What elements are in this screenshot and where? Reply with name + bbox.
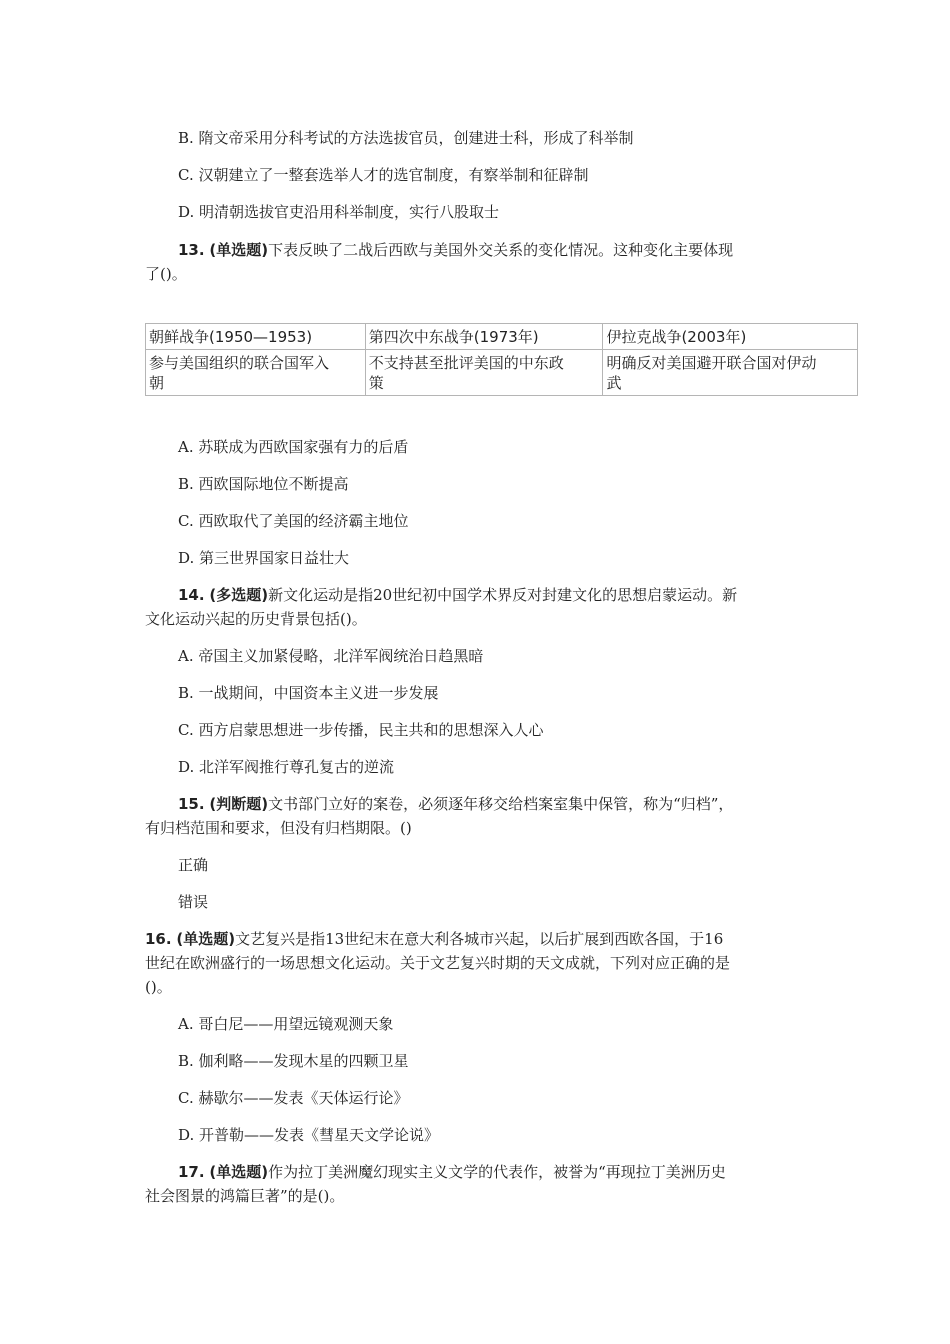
q17-stem-text: 作为拉丁美洲魔幻现实主义文学的代表作，被誉为“再现拉丁美洲历史 [268, 1163, 726, 1181]
table-cell [365, 350, 603, 396]
q17-type-tag: (单选题) [209, 1163, 269, 1181]
q15-number: 15. [178, 795, 205, 813]
q16-type-tag: (单选题) [176, 930, 236, 948]
table-header-cell: 伊拉克战争(2003年) [603, 324, 858, 350]
q13-stem-line1 [178, 240, 733, 260]
q16-option-b[interactable]: B. 伽利略——发现木星的四颗卫星 [178, 1052, 409, 1070]
q13-option-b[interactable]: B. 西欧国际地位不断提高 [178, 475, 349, 493]
q14-stem-line2: 文化运动兴起的历史背景包括()。 [145, 610, 367, 628]
q14-option-a[interactable]: A. 帝国主义加紧侵略，北洋军阀统治日趋黑暗 [178, 647, 484, 665]
q15-stem-line2: 有归档范围和要求，但没有归档期限。() [145, 819, 412, 837]
q13-option-a[interactable]: A. 苏联成为西欧国家强有力的后盾 [178, 438, 409, 456]
q15-option-false[interactable]: 错误 [178, 893, 209, 911]
q13-table [145, 323, 858, 396]
q13-stem-text: 下表反映了二战后西欧与美国外交关系的变化情况。这种变化主要体现 [268, 241, 734, 259]
q12-option-d[interactable]: D. 明清朝选拔官吏沿用科举制度，实行八股取士 [178, 203, 500, 221]
q16-stem-line2: 世纪在欧洲盛行的一场思想文化运动。关于文艺复兴时期的天文成就，下列对应正确的是 [145, 954, 731, 972]
table-cell-line: 参与美国组织的联合国军入 [149, 354, 330, 372]
q13-option-c[interactable]: C. 西欧取代了美国的经济霸主地位 [178, 512, 409, 530]
q14-type-tag: (多选题) [209, 586, 269, 604]
table-cell-line: 武 [606, 374, 622, 392]
q13-type-tag: (单选题) [209, 241, 269, 259]
q15-type-tag: (判断题) [209, 795, 269, 813]
q13-stem-line2: 了()。 [145, 265, 187, 283]
q16-stem-line1 [145, 929, 723, 949]
table-cell [146, 350, 366, 396]
q12-option-b[interactable]: B. 隋文帝采用分科考试的方法选拔官员，创建进士科，形成了科举制 [178, 129, 634, 147]
q12-option-c[interactable]: C. 汉朝建立了一整套选举人才的选官制度，有察举制和征辟制 [178, 166, 589, 184]
q17-stem-line2: 社会图景的鸿篇巨著”的是()。 [145, 1187, 345, 1205]
q14-option-d[interactable]: D. 北洋军阀推行尊孔复古的逆流 [178, 758, 395, 776]
table-header-row [146, 324, 858, 350]
q16-option-c[interactable]: C. 赫歇尔——发表《天体运行论》 [178, 1089, 409, 1107]
q16-number: 16. [145, 930, 172, 948]
q16-option-d[interactable]: D. 开普勒——发表《彗星天文学论说》 [178, 1126, 440, 1144]
q14-stem-line1 [178, 585, 737, 605]
table-cell-line: 策 [368, 374, 384, 392]
table-cell [603, 350, 858, 396]
table-row [146, 350, 858, 396]
q14-option-c[interactable]: C. 西方启蒙思想进一步传播，民主共和的思想深入人心 [178, 721, 544, 739]
q15-stem-line1 [178, 794, 733, 814]
q16-stem-line3: ()。 [145, 978, 172, 996]
table-cell-line: 明确反对美国避开联合国对伊动 [606, 354, 817, 372]
q14-option-b[interactable]: B. 一战期间，中国资本主义进一步发展 [178, 684, 439, 702]
table-cell-line: 朝 [149, 374, 165, 392]
q15-option-true[interactable]: 正确 [178, 856, 209, 874]
q17-number: 17. [178, 1163, 205, 1181]
q13-number: 13. [178, 241, 205, 259]
q14-stem-text: 新文化运动是指20世纪初中国学术界反对封建文化的思想启蒙运动。新 [268, 586, 738, 604]
q16-option-a[interactable]: A. 哥白尼——用望远镜观测天象 [178, 1015, 394, 1033]
q15-stem-text: 文书部门立好的案卷，必须逐年移交给档案室集中保管，称为“归档”， [268, 795, 734, 813]
table-cell-line: 不支持甚至批评美国的中东政 [368, 354, 564, 372]
table-header-cell: 朝鲜战争(1950—1953) [146, 324, 366, 350]
q16-stem-text: 文艺复兴是指13世纪末在意大利各城市兴起，以后扩展到西欧各国，于16 [235, 930, 724, 948]
table-header-cell: 第四次中东战争(1973年) [365, 324, 603, 350]
q14-number: 14. [178, 586, 205, 604]
q13-option-d[interactable]: D. 第三世界国家日益壮大 [178, 549, 350, 567]
q17-stem-line1 [178, 1162, 726, 1182]
